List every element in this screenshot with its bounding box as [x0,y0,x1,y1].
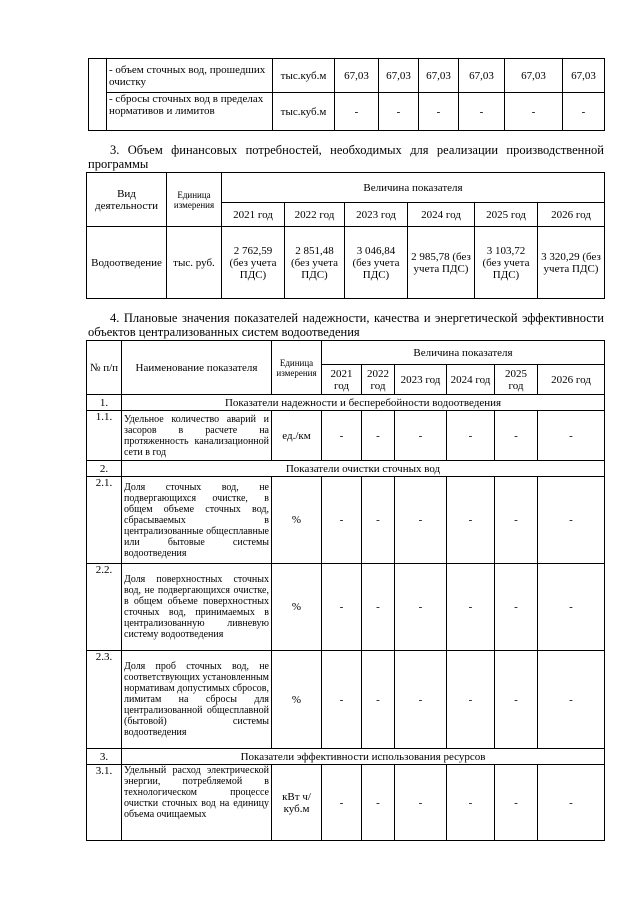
indicator-name: Удельное количество аварий и засоров в расчете на протяженность канализационной сети в год [122,411,272,461]
unit-cell: % [272,651,322,749]
value-cell: 3 103,72 (без учета ПДС) [475,227,538,299]
value-cell: 67,03 [459,59,505,93]
unit-cell: кВт ч/куб.м [272,765,322,841]
year-header: 2026 год [538,203,605,227]
year-header: 2023 год [345,203,408,227]
value-cell: - [495,411,538,461]
indicator-name: - объем сточных вод, прошедших очистку [107,59,273,93]
value-cell: - [505,93,563,131]
col-num-header: № п/п [87,341,122,395]
unit-cell: тыс.куб.м [273,59,335,93]
year-header: 2022 год [285,203,345,227]
value-cell: 67,03 [563,59,605,93]
group-num: 1. [87,395,122,411]
unit-cell: тыс. руб. [167,227,222,299]
row-num: 1.1. [87,411,122,461]
group-title: Показатели надежности и бесперебойности водоотведения [122,395,605,411]
row-num: 3.1. [87,765,122,841]
value-cell: - [395,477,447,564]
empty-cell [89,59,107,131]
value-cell: 67,03 [335,59,379,93]
value-cell: - [322,411,362,461]
table-row [87,765,605,841]
value-cell: - [447,765,495,841]
table-row [87,651,605,749]
table-row [87,173,605,203]
value-cell: - [419,93,459,131]
activity-cell: Водоотведение [87,227,167,299]
year-header: 2024 год [447,365,495,395]
year-header: 2021 год [222,203,285,227]
unit-cell: ед./км [272,411,322,461]
table-row [87,477,605,564]
value-cell: - [395,651,447,749]
value-cell: - [538,564,605,651]
group-title: Показатели очистки сточных вод [122,461,605,477]
col-activity-header: Вид деятельности [87,173,167,227]
value-cell: 2 851,48 (без учета ПДС) [285,227,345,299]
value-cell: - [395,411,447,461]
table-row [87,341,605,365]
value-cell: - [322,765,362,841]
financial-needs-table [86,172,605,299]
value-cell: 3 320,29 (без учета ПДС) [538,227,605,299]
group-row [87,395,605,411]
value-cell: - [362,564,395,651]
indicator-name: Доля проб сточных вод, не соответствующих установленным нормативам допустимых сбросов, лимитам на сбросы для централизованной общесплавной (бытовой) системы водоотведения [122,651,272,749]
value-cell: - [322,651,362,749]
unit-cell: тыс.куб.м [273,93,335,131]
group-row [87,749,605,765]
value-cell: - [322,477,362,564]
indicator-name: Доля сточных вод, не подвергающихся очистке, в общем объеме сточных вод, сбрасываемых в централизованные общесплавные или бытовые системы водоотведения [122,477,272,564]
indicator-name: Удельный расход электрической энергии, потребляемой в технологическом процессе очистки сточных вод на единицу объема очищаемых [122,765,272,841]
value-cell: - [362,651,395,749]
value-cell: - [447,564,495,651]
group-num: 3. [87,749,122,765]
value-cell: - [395,564,447,651]
year-header: 2026 год [538,365,605,395]
value-cell: - [538,411,605,461]
value-cell: - [362,477,395,564]
col-unit-header: Единица измерения [272,341,322,395]
table-row [87,411,605,461]
value-cell: - [495,477,538,564]
value-cell: - [362,765,395,841]
top-table [88,58,605,131]
year-header: 2025 год [475,203,538,227]
value-cell: 2 762,59 (без учета ПДС) [222,227,285,299]
year-header: 2024 год [408,203,475,227]
value-cell: 2 985,78 (без учета ПДС) [408,227,475,299]
group-title: Показатели эффективности использования ресурсов [122,749,605,765]
value-cell: - [379,93,419,131]
unit-cell: % [272,477,322,564]
section-3-heading: 3. Объем финансовых потребностей, необходимых для реализации производственной программы [88,143,604,171]
row-num: 2.1. [87,477,122,564]
year-header: 2023 год [395,365,447,395]
value-cell: - [495,564,538,651]
year-header: 2021 год [322,365,362,395]
table-row [89,93,605,131]
group-num: 2. [87,461,122,477]
value-cell: 67,03 [505,59,563,93]
value-cell: - [538,651,605,749]
row-num: 2.3. [87,651,122,749]
value-cell: - [495,651,538,749]
value-cell: - [563,93,605,131]
year-header: 2022 год [362,365,395,395]
table-row [87,564,605,651]
col-unit-header: Единица измерения [167,173,222,227]
year-header: 2025 год [495,365,538,395]
col-value-header: Величина показателя [322,341,605,365]
indicator-name: Доля поверхностных сточных вод, не подвергающихся очистке, в общем объеме поверхностных сточных вод, принимаемых в централизованную ливневую систему водоотведения [122,564,272,651]
col-value-header: Величина показателя [222,173,605,203]
value-cell: - [459,93,505,131]
value-cell: 3 046,84 (без учета ПДС) [345,227,408,299]
value-cell: - [495,765,538,841]
value-cell: - [395,765,447,841]
value-cell: - [447,477,495,564]
table-row [89,59,605,93]
indicator-name: - сбросы сточных вод в пределах нормативов и лимитов [107,93,273,131]
value-cell: - [335,93,379,131]
value-cell: - [447,411,495,461]
col-name-header: Наименование показателя [122,341,272,395]
group-row [87,461,605,477]
table-row [87,227,605,299]
value-cell: - [538,765,605,841]
value-cell: - [362,411,395,461]
indicators-table [86,340,605,841]
value-cell: - [447,651,495,749]
row-num: 2.2. [87,564,122,651]
value-cell: 67,03 [419,59,459,93]
value-cell: - [322,564,362,651]
section-4-heading: 4. Плановые значения показателей надежности, качества и энергетической эффективности объектов централизованных систем водоотведения [88,311,604,339]
value-cell: - [538,477,605,564]
value-cell: 67,03 [379,59,419,93]
unit-cell: % [272,564,322,651]
